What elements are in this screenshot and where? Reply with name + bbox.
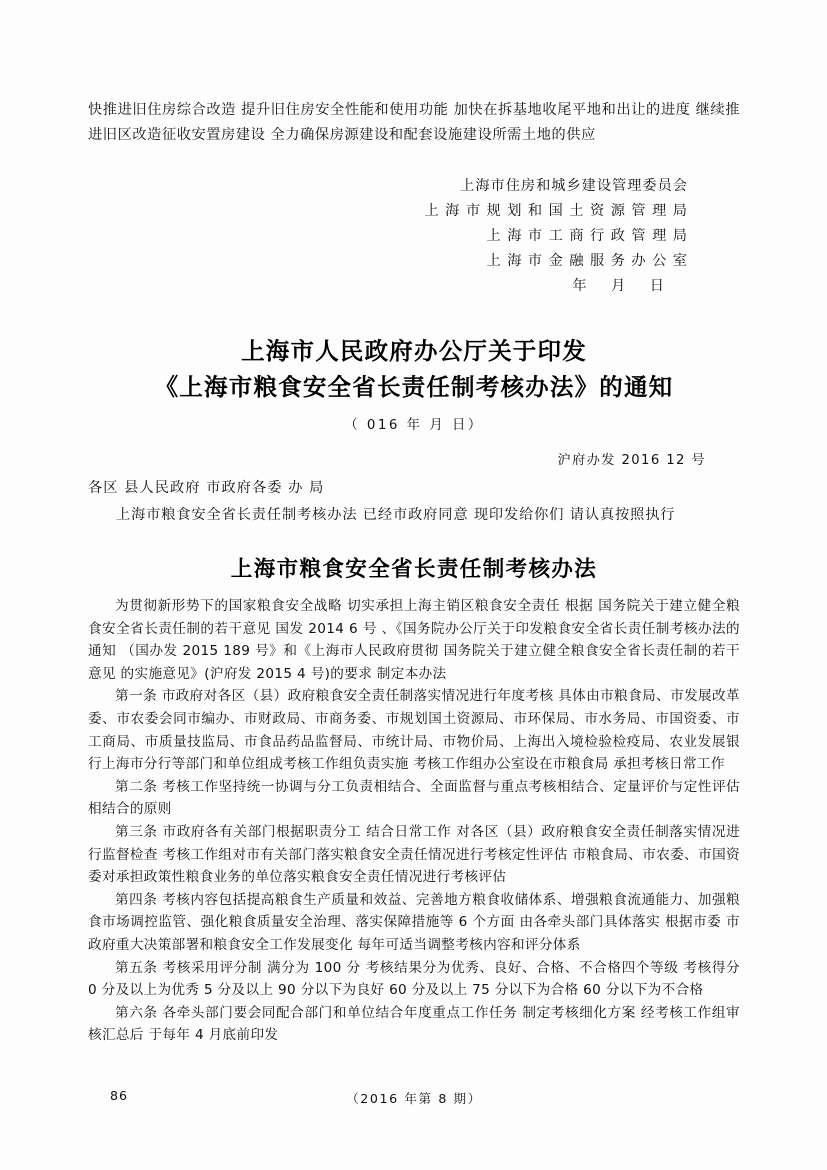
issuer-block <box>88 174 740 299</box>
page-title-line-1: 上海市人民政府办公厅关于印发 <box>241 337 587 365</box>
carryover-paragraph: 快推进旧住房综合改造 提升旧住房安全性能和使用功能 加快在拆基地收尾平地和出让的进度 继续推进旧区改造征收安置房建设 全力确保房源建设和配套设施建设所需土地的供应 <box>88 102 740 143</box>
body-paragraph: 第六条 各牵头部门要会同配合部门和单位结合年度重点工作任务 制定考核细化方案 经考核工作组审核汇总后 于每年 4 月底前印发 <box>88 1004 740 1044</box>
document-content <box>88 98 740 1047</box>
title-date: （ 016 年 月 日） <box>344 418 484 433</box>
measure-title: 上海市粮食安全省长责任制考核办法 <box>230 557 598 582</box>
issuer-date-line: 年 月 日 <box>572 278 674 294</box>
page-title <box>88 333 740 405</box>
recipients-line: 各区 县人民政府 市政府各委 办 局 <box>88 480 325 496</box>
preamble-paragraph: 上海市粮食安全省长责任制考核办法 已经市政府同意 现印发给你们 请认真按照执行 <box>116 507 676 523</box>
issue-label: （2016 年第 8 期） <box>346 1091 482 1106</box>
issuer-line-3: 上 海 市 工 商 行 政 管 理 局 <box>486 228 688 244</box>
issuer-line-2: 上 海 市 规 划 和 国 土 资 源 管 理 局 <box>424 203 688 219</box>
document-number: 沪府办发 2016 12 号 <box>557 453 706 468</box>
issuer-line-1: 上海市住房和城乡建设管理委员会 <box>460 178 688 194</box>
body-paragraph: 第一条 市政府对各区（县）政府粮食安全责任制落实情况进行年度考核 具体由市粮食局、市发展改革委、市农委会同市编办、市财政局、市商务委、市规划国土资源局、市环保局、市水务局、市国资委、市工商局、市质量技监局、市食品药品监督局、市统计局、市物价局、上海出入境检验检疫局、农业发展银行上海市分行等部门和单位组成考核工作组负责实施 考核工作组办公室设在市粮食局 承担考核日常工作 <box>88 688 740 773</box>
body-paragraph: 第二条 考核工作坚持统一协调与分工负责相结合、全面监督与重点考核相结合、定量评价与定性评估相结合的原则 <box>88 778 740 818</box>
body-paragraph: 为贯彻新形势下的国家粮食安全战略 切实承担上海主销区粮食安全责任 根据 国务院关于建立健全粮食安全省长责任制的若干意见 国发 2014 6 号 、《国务院办公厅关于印发粮食安全省长责任制考核办法的通知 （国办发 2015 189 号》和《上海市人民政府贯彻 国务院关于建立健全粮食安全省长责任制的若干意见 的实施意见》(沪府发 2015 4 号)的要求 制定本办法 <box>88 598 740 682</box>
body-paragraph: 第五条 考核采用评分制 满分为 100 分 考核结果分为优秀、良好、合格、不合格四个等级 考核得分 0 分及以上为优秀 5 分及以上 90 分以下为良好 60 分及以上 75 分以下为合格 60 分以下为不合格 <box>88 959 740 999</box>
page-number: 86 <box>110 1088 129 1103</box>
body-paragraph: 第四条 考核内容包括提高粮食生产质量和效益、完善地方粮食收储体系、增强粮食流通能力、加强粮食市场调控监管、强化粮食质量安全治理、落实保障措施等 6 个方面 由各牵头部门具体落实 根据市委 市政府重大决策部署和粮食安全工作发展变化 每年可适当调整考核内容和评分体系 <box>88 891 740 953</box>
page-title-line-2: 《上海市粮食安全省长责任制考核办法》的通知 <box>154 373 674 401</box>
body-paragraph: 第三条 市政府各有关部门根据职责分工 结合日常工作 对各区（县）政府粮食安全责任制落实情况进行监督检查 考核工作组对市有关部门落实粮食安全责任情况进行考核定性评估 市粮食局、市农委、市国资委对承担政策性粮食业务的单位落实粮食安全责任情况进行考核评估 <box>88 823 740 886</box>
issuer-line-4: 上 海 市 金 融 服 务 办 公 室 <box>486 253 688 269</box>
